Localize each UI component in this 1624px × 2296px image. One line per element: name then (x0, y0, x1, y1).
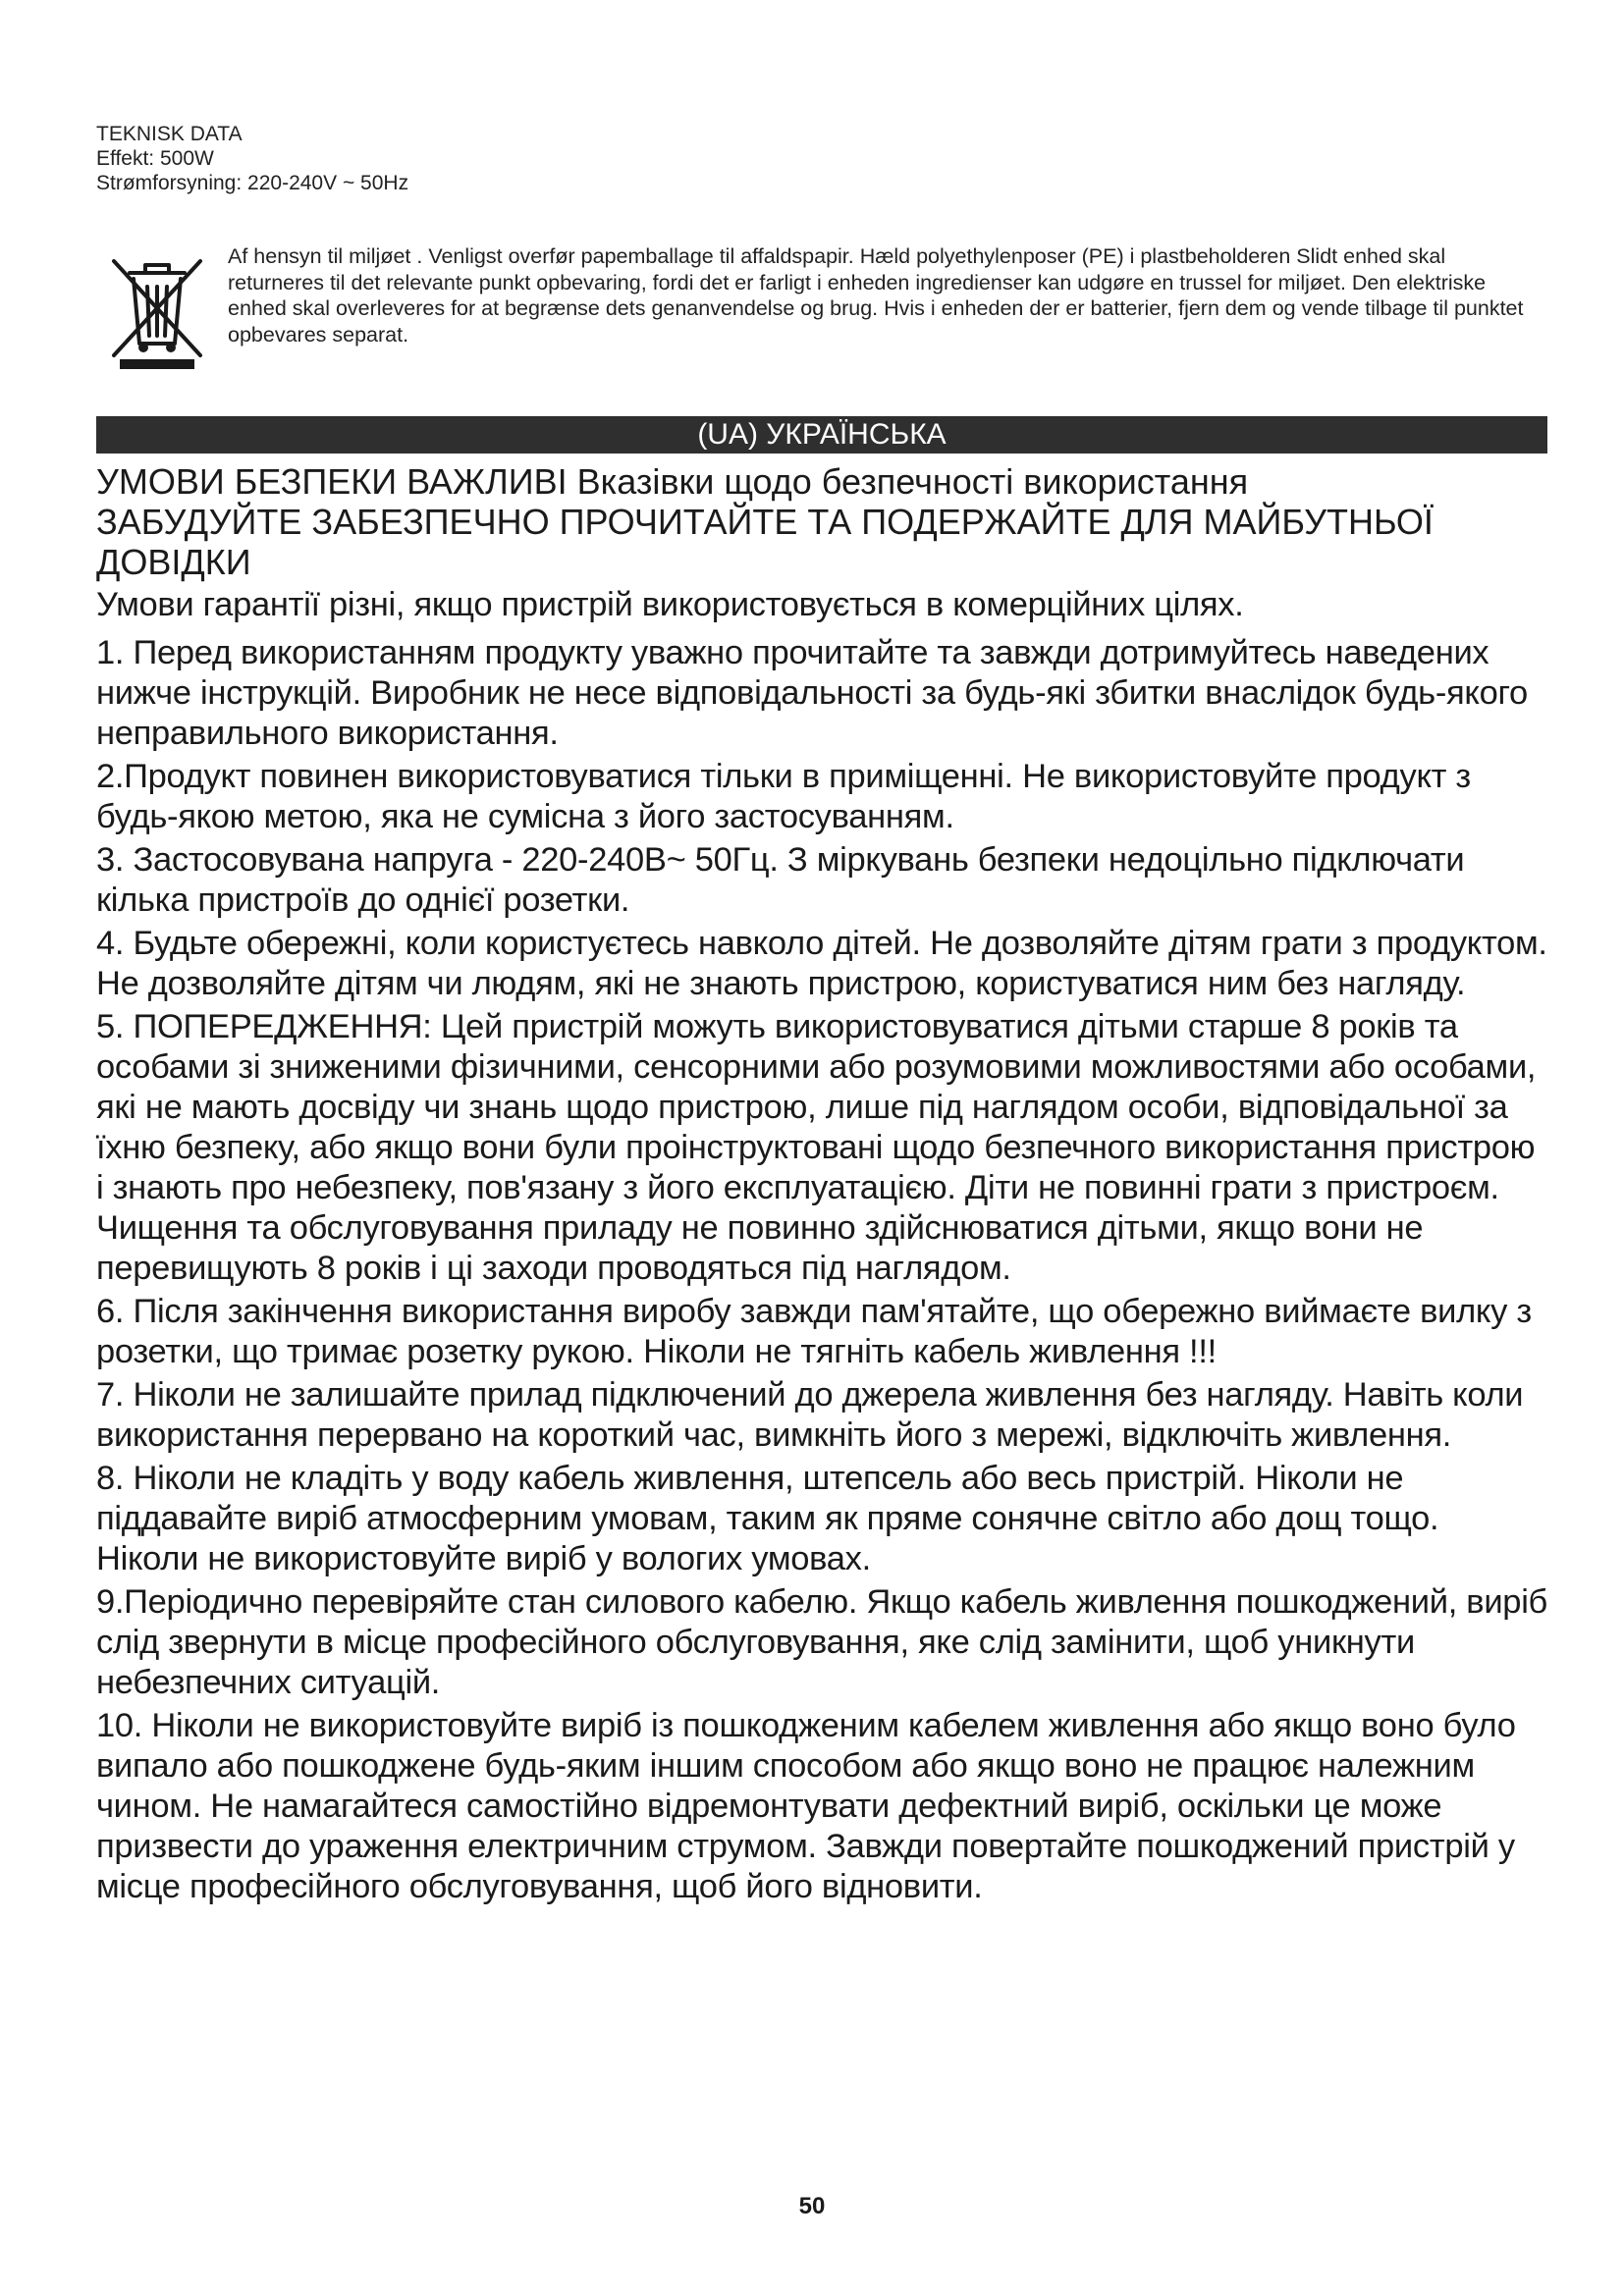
safety-heading-line-1: УМОВИ БЕЗПЕКИ ВАЖЛИВІ Вказівки щодо безпечності використання (96, 461, 1249, 502)
safety-item: 7. Ніколи не залишайте прилад підключений до джерела живлення без нагляду. Навіть коли використання перервано на короткий час, вимкніть його з мережі, відключіть живлення. (96, 1376, 1524, 1454)
crossed-out-wheelie-bin-icon (108, 253, 206, 371)
tech-power: Effekt: 500W (96, 147, 214, 170)
safety-item: 8. Ніколи не кладіть у воду кабель живлення, штепсель або весь пристрій. Ніколи не піддавайте виріб атмосферним умовам, таким як пряме сонячне світло або дощ тощо. Ніколи не використовуйте виріб у вологих умовах. (96, 1460, 1439, 1577)
recycling-notice: Af hensyn til miljøet . Venligst overfør papemballage til affaldspapir. Hæld polyethylenposer (PE) i plastbeholderen Slidt enhed skal returneres til det relevante punkt opbevaring, fordi det er farligt i enheden ingredienser kan udgøre en trussel for miljøet. Den elektriske enhed skal overleveres for at begrænse dets genanvendelse og brug. Hvis i enheden der er batterier, fjern dem og vende tilbage til punktet opbevares separat. (228, 244, 1524, 347)
safety-item: 3. Застосовувана напруга - 220-240В~ 50Гц. З міркувань безпеки недоцільно підключати кілька пристроїв до однієї розетки. (96, 841, 1465, 919)
tech-heading: TEKNISK DATA (96, 123, 243, 145)
tech-supply: Strømforsyning: 220-240V ~ 50Hz (96, 172, 409, 194)
safety-item: 2.Продукт повинен використовуватися тільки в приміщенні. Не використовуйте продукт з будь-якою метою, яка не сумісна з його застосуванням. (96, 758, 1471, 835)
language-section-bar: (UA) УКРАЇНСЬКА (96, 416, 1547, 454)
safety-item: 9.Періодично перевіряйте стан силового кабелю. Якщо кабель живлення пошкоджений, виріб слід звернути в місце професійного обслуговування, яке слід замінити, щоб уникнути небезпечних ситуацій. (96, 1583, 1548, 1701)
safety-item: 1. Перед використанням продукту уважно прочитайте та завжди дотримуйтесь наведених нижче інструкцій. Виробник не несе відповідальності за будь-які збитки внаслідок будь-якого неправильного використання. (96, 634, 1528, 752)
safety-instructions (96, 461, 1549, 1910)
safety-item: 10. Ніколи не використовуйте виріб із пошкодженим кабелем живлення або якщо воно було випало або пошкоджене будь-яким іншим способом або якщо воно не працює належним чином. Не намагайтеся самостійно відремонтувати дефектний виріб, оскільки це може призвести до ураження електричним струмом. Завжди повертайте пошкоджений пристрій у місце професійного обслуговування, щоб його відновити. (96, 1707, 1516, 1905)
safety-item: 4. Будьте обережні, коли користуєтесь навколо дітей. Не дозволяйте дітям грати з продуктом. Не дозволяйте дітям чи людям, які не знають пристрою, користуватися ним без нагляду. (96, 925, 1547, 1002)
safety-item: 5. ПОПЕРЕДЖЕННЯ: Цей пристрій можуть використовуватися дітьми старше 8 років та особами зі зниженими фізичними, сенсорними або розумовими можливостями або особами, які не мають досвіду чи знань щодо пристрою, лише під наглядом особи, відповідальної за їхню безпеку, або якщо вони були проінструктовані щодо безпечного використання пристрою і знають про небезпеку, пов'язану з його експлуатацією. Діти не повинні грати з пристроєм. Чищення та обслуговування приладу не повинно здійснюватися дітьми, якщо вони не перевищують 8 років і ці заходи проводяться під наглядом. (96, 1008, 1537, 1287)
page-number: 50 (798, 2193, 826, 2219)
safety-item: 6. Після закінчення використання виробу завжди пам'ятайте, що обережно виймаєте вилку з розетки, що тримає розетку рукою. Ніколи не тягніть кабель живлення !!! (96, 1293, 1532, 1370)
technical-data (96, 122, 408, 195)
warranty-note: Умови гарантії різні, якщо пристрій використовується в комерційних цілях. (96, 586, 1244, 623)
safety-heading-line-2: ЗАБУДУЙТЕ ЗАБЕЗПЕЧНО ПРОЧИТАЙТЕ ТА ПОДЕРЖАЙТЕ ДЛЯ МАЙБУТНЬОЇ ДОВІДКИ (96, 502, 1434, 582)
